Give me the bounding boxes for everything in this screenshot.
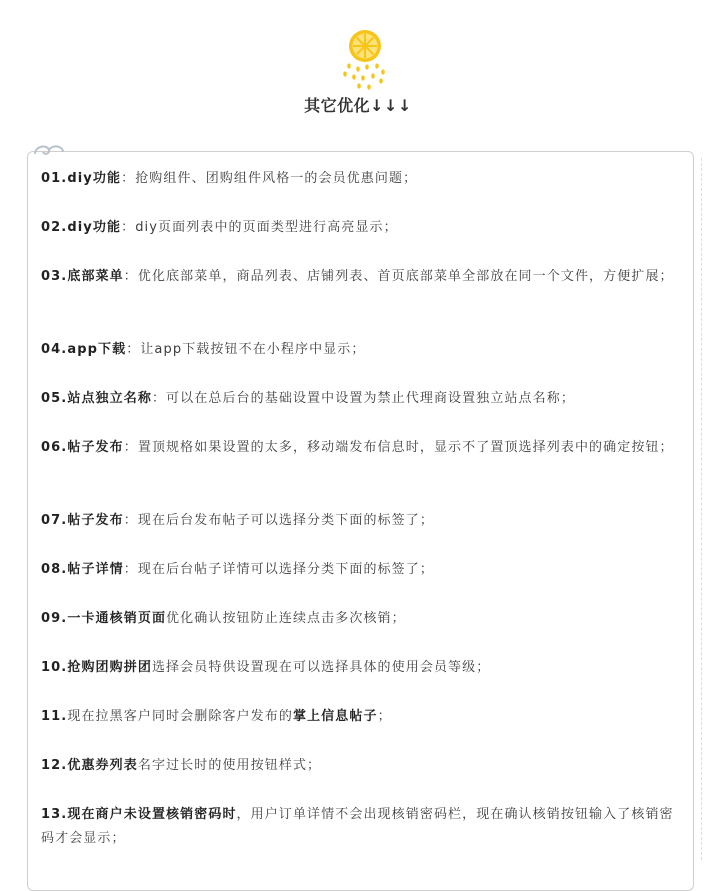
list-item	[41, 754, 321, 778]
item-number: 10.	[41, 660, 68, 675]
swirl-icon	[33, 142, 65, 162]
item-number: 07.	[41, 513, 68, 528]
item-text: ：现在后台发布帖子可以选择分类下面的标签了；	[123, 513, 434, 528]
item-text: ：现在后台帖子详情可以选择分类下面的标签了；	[123, 562, 434, 577]
item-keyword: 抢购团购拼团	[67, 660, 152, 675]
list-item	[41, 387, 575, 411]
item-text: ：可以在总后台的基础设置中设置为禁止代理商设置独立站点名称；	[151, 391, 575, 406]
item-number: 01.	[41, 171, 68, 186]
item-keyword: 掌上信息帖子	[292, 709, 378, 724]
side-divider	[701, 158, 702, 860]
list-item	[41, 338, 366, 362]
list-item	[41, 167, 417, 191]
item-keyword: 现在商户未设置核销密码时	[67, 807, 237, 822]
item-keyword: diy功能	[67, 171, 122, 186]
item-keyword: 帖子详情	[67, 562, 124, 577]
section-header	[0, 0, 716, 130]
section-title: 其它优化↓↓↓	[304, 96, 412, 115]
list-item	[41, 803, 681, 851]
item-keyword: 帖子发布	[67, 513, 124, 528]
item-text: ：抢购组件、团购组件风格一的会员优惠问题；	[121, 171, 418, 186]
item-text: 优化确认按钮防止连续点击多次核销；	[166, 611, 406, 626]
item-number: 09.	[41, 611, 68, 626]
item-keyword: 优惠券列表	[67, 758, 138, 773]
item-text: ：置顶规格如果设置的太多，移动端发布信息时，显示不了置顶选择列表中的确定按钮；	[123, 440, 674, 455]
item-number: 06.	[41, 440, 68, 455]
list-item	[41, 509, 434, 533]
item-text: 选择会员特供设置现在可以选择具体的使用会员等级；	[151, 660, 491, 675]
item-number: 03.	[41, 269, 68, 284]
list-item	[41, 656, 490, 680]
item-number: 02.	[41, 220, 68, 235]
item-text: 现在拉黑客户同时会删除客户发布的	[67, 709, 293, 724]
list-item	[41, 436, 674, 460]
item-text: ：diy页面列表中的页面类型进行高亮显示；	[121, 220, 398, 235]
item-number: 12.	[41, 758, 68, 773]
item-text: ；	[377, 709, 392, 724]
lemon-icon	[336, 28, 394, 94]
item-number: 04.	[41, 342, 68, 357]
item-text: 名字过长时的使用按钮样式；	[137, 758, 322, 773]
item-number: 05.	[41, 391, 68, 406]
item-text: ：让app下载按钮不在小程序中显示；	[126, 342, 366, 357]
list-item	[41, 265, 674, 289]
item-number: 08.	[41, 562, 68, 577]
item-keyword: 站点独立名称	[67, 391, 152, 406]
item-keyword: app下载	[67, 342, 127, 357]
item-keyword: 一卡通核销页面	[67, 611, 167, 626]
list-item	[41, 607, 406, 631]
list-item	[41, 705, 392, 729]
item-keyword: 底部菜单	[67, 269, 124, 284]
item-keyword: 帖子发布	[67, 440, 124, 455]
item-keyword: diy功能	[67, 220, 122, 235]
list-item	[41, 558, 434, 582]
item-number: 13.	[41, 807, 68, 822]
list-item	[41, 216, 398, 240]
item-number: 11.	[41, 709, 68, 724]
item-text: ：优化底部菜单，商品列表、店铺列表、首页底部菜单全部放在同一个文件，方便扩展；	[123, 269, 674, 284]
item-text: ，用户订单详情不会出现核销密码栏，现在确认核销按钮输入了核销密码才会显示；	[41, 807, 674, 846]
